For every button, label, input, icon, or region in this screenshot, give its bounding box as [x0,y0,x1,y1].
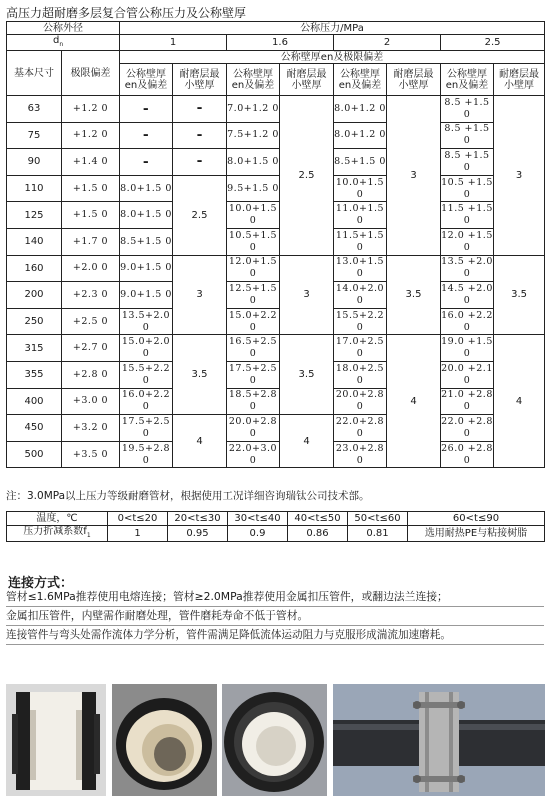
cell-min-wall-p25: 4 [494,335,545,468]
cell-wall-p1: 9.0+1.5 0 [120,255,173,282]
cell-dev: +2.5 0 [62,308,120,335]
cell-min-wall-p25: 3.5 [494,255,545,335]
spec-table-wrap [0,21,551,468]
cell-min-wall-p1: - [173,149,227,176]
temp-factor-table [6,511,545,542]
header-wall-dev-line1: 公称壁厚 [233,68,273,80]
cell-dev: +3.2 0 [62,415,120,442]
header-pressure: 公称压力/MPa [120,22,545,35]
cell-wall-p25: 16.0 +2.2 0 [441,308,494,335]
cell-wall-p1: 15.5+2.2 0 [120,361,173,388]
cell-min-wall-p2: 3 [387,96,441,256]
cell-size: 160 [7,255,62,282]
fitting-liner-illustration [112,684,217,796]
header-p16: 1.6 [227,35,334,51]
cell-dev: +1.7 0 [62,228,120,255]
cell-wall-p16: 15.0+2.2 0 [227,308,280,335]
header-min-wall-line2: 小壁厚 [504,79,535,91]
header-min-wall-p16 [280,64,334,96]
reduction-factor: 0.95 [168,526,228,542]
cell-wall-p16: 7.5+1.2 0 [227,122,280,149]
spec-row [7,415,545,442]
cell-wall-p2: 11.5+1.5 0 [334,228,387,255]
spec-row [7,149,545,176]
cell-min-wall-p1: 2.5 [173,175,227,255]
cell-wall-p2: 10.0+1.5 0 [334,175,387,202]
photo-pipe-cross-section [6,684,106,796]
reduction-factor: 0.86 [288,526,348,542]
header-p2: 2 [334,35,441,51]
cell-wall-p2: 23.0+2.8 0 [334,441,387,468]
cell-min-wall-p25: 3 [494,96,545,256]
spec-row [7,255,545,282]
cell-min-wall-p16: 3 [280,255,334,335]
cell-min-wall-p16: 3.5 [280,335,334,415]
cell-wall-p16: 17.5+2.5 0 [227,361,280,388]
header-min-wall-line1: 耐磨层最 [286,68,327,80]
cell-wall-p25: 11.5 +1.5 0 [441,202,494,229]
cell-wall-p1: - [120,149,173,176]
cell-min-wall-p16: 2.5 [280,96,334,256]
header-wall-dev-line1: 公称壁厚 [340,68,380,80]
cell-dev: +3.5 0 [62,441,120,468]
cell-wall-p25: 8.5 +1.5 0 [441,96,494,123]
cell-wall-p16: 10.5+1.5 0 [227,228,280,255]
cell-dev: +1.2 0 [62,122,120,149]
cell-size: 140 [7,228,62,255]
header-min-wall-line2: 小壁厚 [291,79,322,91]
spec-row [7,361,545,388]
cell-wall-p16: 22.0+3.0 0 [227,441,280,468]
cell-wall-p1: 8.0+1.5 0 [120,202,173,229]
spec-row [7,388,545,415]
temp-range: 0<t≤20 [108,512,168,526]
connection-title: 连接方式： [8,576,74,591]
cell-wall-p25: 12.0 +1.5 0 [441,228,494,255]
cell-wall-p1: 15.0+2.0 0 [120,335,173,362]
cell-dev: +1.4 0 [62,149,120,176]
temp-label: 温度，℃ [7,512,108,526]
cell-min-wall-p2: 4 [387,335,441,468]
cell-size: 450 [7,415,62,442]
header-wall-dev-line1: 公称壁厚 [126,68,166,80]
header-min-wall-p25 [494,64,545,96]
cell-wall-p16: 7.0+1.2 0 [227,96,280,123]
cell-size: 315 [7,335,62,362]
cell-wall-p1: 19.5+2.8 0 [120,441,173,468]
spec-row [7,202,545,229]
header-wall-dev-p1 [120,64,173,96]
cell-wall-p25: 19.0 +1.5 0 [441,335,494,362]
spec-row [7,335,545,362]
header-wall-group: 公称壁厚en及极限偏差 [120,51,545,64]
flange-fitting-illustration [222,684,327,796]
header-outer-dia: 公称外径 [7,22,120,35]
cell-dev: +2.3 0 [62,282,120,309]
cell-wall-p2: 22.0+2.8 0 [334,415,387,442]
cell-wall-p16: 9.5+1.5 0 [227,175,280,202]
header-min-wall-line2: 小壁厚 [184,79,215,91]
cell-wall-p25: 13.5 +2.0 0 [441,255,494,282]
cell-size: 75 [7,122,62,149]
cell-dev: +2.8 0 [62,361,120,388]
header-wall-dev-p16 [227,64,280,96]
cell-wall-p1: 13.5+2.0 0 [120,308,173,335]
pipe-coupling-illustration [333,684,545,796]
cell-wall-p25: 22.0 +2.8 0 [441,415,494,442]
cell-wall-p16: 18.5+2.8 0 [227,388,280,415]
cell-wall-p16: 12.5+1.5 0 [227,282,280,309]
header-wall-dev-line1: 公称壁厚 [447,68,487,80]
cell-wall-p2: 13.0+1.5 0 [334,255,387,282]
spec-row [7,308,545,335]
header-wall-dev-line2: en及偏差 [124,79,168,91]
page-title: 高压力超耐磨多层复合管公称压力及公称壁厚 [6,6,247,20]
header-dn: $d_n$ [7,35,120,51]
header-p25: 2.5 [441,35,545,51]
header-wall-dev-line2: en及偏差 [445,79,489,91]
header-min-wall-line1: 耐磨层最 [499,68,540,80]
cell-wall-p16: 10.0+1.5 0 [227,202,280,229]
cell-size: 250 [7,308,62,335]
header-min-wall-p2 [387,64,441,96]
photo-pipe-coupling [333,684,545,796]
cell-wall-p16: 12.0+1.5 0 [227,255,280,282]
pipe-section-illustration [6,684,106,796]
cell-wall-p2: 8.5+1.5 0 [334,149,387,176]
cell-wall-p2: 18.0+2.5 0 [334,361,387,388]
cell-dev: +3.0 0 [62,388,120,415]
cell-wall-p16: 8.0+1.5 0 [227,149,280,176]
cell-wall-p2: 15.5+2.2 0 [334,308,387,335]
spec-row [7,282,545,309]
cell-min-wall-p1: - [173,96,227,123]
cell-wall-p16: 20.0+2.8 0 [227,415,280,442]
cell-wall-p16: 16.5+2.5 0 [227,335,280,362]
spec-row [7,96,545,123]
header-wall-dev-line2: en及偏差 [231,79,275,91]
factor-label: 压力折减系数$f_1$ [7,526,108,542]
cell-min-wall-p1: - [173,122,227,149]
header-min-wall-p1 [173,64,227,96]
cell-min-wall-p2: 3.5 [387,255,441,335]
cell-size: 125 [7,202,62,229]
cell-wall-p1: 17.5+2.5 0 [120,415,173,442]
cell-dev: +1.5 0 [62,175,120,202]
reduction-factor: 0.9 [228,526,288,542]
photo-fitting-liner [112,684,217,796]
cell-size: 200 [7,282,62,309]
cell-wall-p1: - [120,122,173,149]
cell-wall-p2: 14.0+2.0 0 [334,282,387,309]
header-min-wall-line1: 耐磨层最 [393,68,434,80]
cell-wall-p1: 9.0+1.5 0 [120,282,173,309]
reduction-factor: 1 [108,526,168,542]
temp-range: 60<t≤90 [408,512,545,526]
temp-range: 40<t≤50 [288,512,348,526]
cell-dev: +1.2 0 [62,96,120,123]
header-base-size: 基本尺寸 [7,51,62,96]
connection-line-1: 管材≤1.6MPa推荐使用电熔连接；管材≥2.0MPa推荐使用金属扣压管件，或翻边法兰连接； [6,588,544,607]
cell-dev: +2.0 0 [62,255,120,282]
temp-range: 30<t≤40 [228,512,288,526]
cell-dev: +2.7 0 [62,335,120,362]
connection-line-2: 金属扣压管件，内壁需作耐磨处理，管件磨耗寿命不低于管材。 [6,607,544,626]
cell-wall-p25: 21.0 +2.8 0 [441,388,494,415]
photo-flange-fitting [222,684,327,796]
reduction-factor: 0.81 [348,526,408,542]
spec-row [7,441,545,468]
header-min-wall-line2: 小壁厚 [398,79,429,91]
cell-min-wall-p1: 4 [173,415,227,468]
cell-wall-p2: 20.0+2.8 0 [334,388,387,415]
cell-size: 500 [7,441,62,468]
connection-line-3: 连接管件与弯头处需作流体力学分析，管件需满足降低流体运动阻力与克服形成湍流加速磨耗。 [6,626,544,645]
cell-min-wall-p1: 3 [173,255,227,335]
cell-dev: +1.5 0 [62,202,120,229]
spec-table [6,21,545,468]
cell-wall-p25: 8.5 +1.5 0 [441,149,494,176]
footnote: 注：3.0MPa以上压力等级耐磨管材，根据使用工况详细咨询瑞钛公司技术部。 [6,490,370,502]
header-min-wall-line1: 耐磨层最 [179,68,220,80]
header-p1: 1 [120,35,227,51]
cell-size: 110 [7,175,62,202]
cell-wall-p1: - [120,96,173,123]
temp-range: 20<t≤30 [168,512,228,526]
cell-wall-p2: 11.0+1.5 0 [334,202,387,229]
cell-wall-p1: 8.0+1.5 0 [120,175,173,202]
cell-wall-p1: 16.0+2.2 0 [120,388,173,415]
spec-row [7,228,545,255]
cell-wall-p25: 14.5 +2.0 0 [441,282,494,309]
cell-size: 400 [7,388,62,415]
header-wall-dev-p2 [334,64,387,96]
cell-wall-p2: 8.0+1.2 0 [334,122,387,149]
cell-wall-p25: 26.0 +2.8 0 [441,441,494,468]
cell-min-wall-p1: 3.5 [173,335,227,415]
header-wall-dev-p25 [441,64,494,96]
header-limit-dev: 极限偏差 [62,51,120,96]
cell-min-wall-p16: 4 [280,415,334,468]
cell-wall-p1: 8.5+1.5 0 [120,228,173,255]
cell-wall-p25: 20.0 +2.1 0 [441,361,494,388]
temp-range: 50<t≤60 [348,512,408,526]
spec-row [7,175,545,202]
cell-size: 63 [7,96,62,123]
cell-size: 355 [7,361,62,388]
cell-size: 90 [7,149,62,176]
cell-wall-p2: 17.0+2.5 0 [334,335,387,362]
cell-wall-p25: 8.5 +1.5 0 [441,122,494,149]
cell-wall-p25: 10.5 +1.5 0 [441,175,494,202]
cell-wall-p2: 8.0+1.2 0 [334,96,387,123]
spec-row [7,122,545,149]
header-wall-dev-line2: en及偏差 [338,79,382,91]
reduction-factor: 选用耐热PE与粘接树脂 [408,526,545,542]
